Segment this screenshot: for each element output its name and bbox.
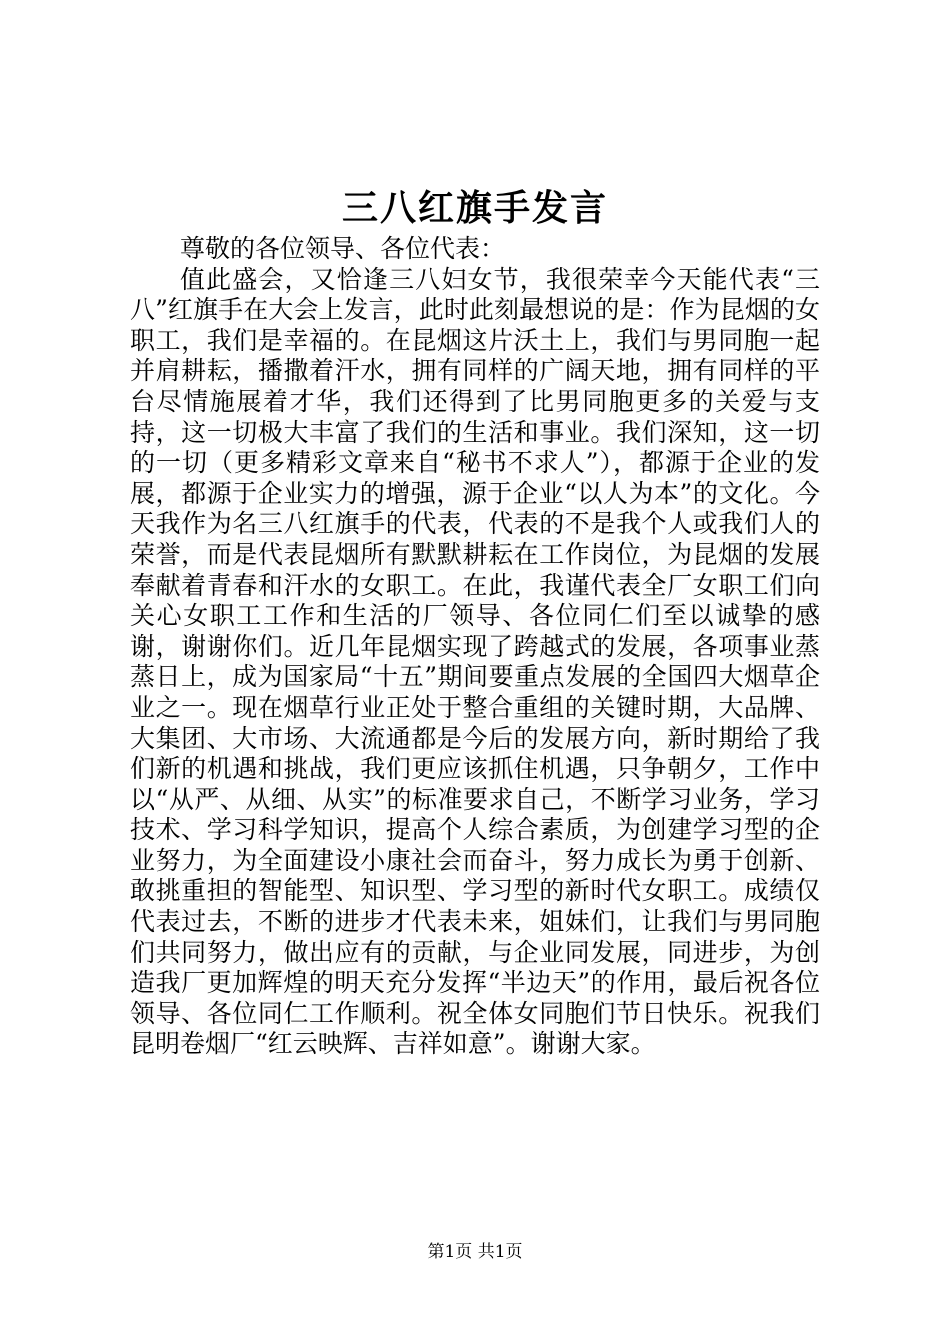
speech-paragraph: 值此盛会，又恰逢三八妇女节，我很荣幸今天能代表“三八”红旗手在大会上发言，此时此刻最想说的是：作为昆烟的女职工，我们是幸福的。在昆烟这片沃土上，我们与男同胞一起并肩耕耘，播撒着汗水，拥有同样的广阔天地，拥有同样的平台尽情施展着才华，我们还得到了比男同胞更多的关爱与支持，这一切极大丰富了我们的生活和事业。我们深知，这一切的一切（更多精彩文章来自“秘书不求人”），都源于企业的发展，都源于企业实力的增强，源于企业“以人为本”的文化。今天我作为名三八红旗手的代表，代表的不是我个人或我们人的荣誉，而是代表昆烟所有默默耕耘在工作岗位，为昆烟的发展奉献着青春和汗水的女职工。在此，我谨代表全厂女职工们向关心女职工工作和生活的厂领导、各位同仁们至以诚挚的感谢，谢谢你们。近几年昆烟实现了跨越式的发展，各项事业蒸蒸日上，成为国家局“十五”期间要重点发展的全国四大烟草企业之一。现在烟草行业正处于整合重组的关键时期，大品牌、大集团、大市场、大流通都是今后的发展方向，新时期给了我们新的机遇和挑战，我们更应该抓住机遇，只争朝夕，工作中以“从严、从细、从实”的标准要求自己，不断学习业务，学习技术、学习科学知识，提高个人综合素质，为创建学习型的企业努力，为全面建设小康社会而奋斗，努力成长为勇于创新、敢挑重担的智能型、知识型、学习型的新时代女职工。成绩仅代表过去，不断的进步才代表未来，姐妹们，让我们与男同胞们共同努力，做出应有的贡献，与企业同发展，同进步，为创造我厂更加辉煌的明天充分发挥“半边天”的作用，最后祝各位领导、各位同仁工作顺利。祝全体女同胞们节日快乐。祝我们昆明卷烟厂“红云映辉、吉祥如意”。谢谢大家。 — [130, 264, 820, 1059]
document-body — [130, 234, 820, 1060]
document-title: 三八红旗手发言 — [341, 187, 608, 229]
salutation-paragraph: 尊敬的各位领导、各位代表： — [180, 234, 506, 263]
page-footer: 第1页 共1页 — [427, 1242, 523, 1262]
